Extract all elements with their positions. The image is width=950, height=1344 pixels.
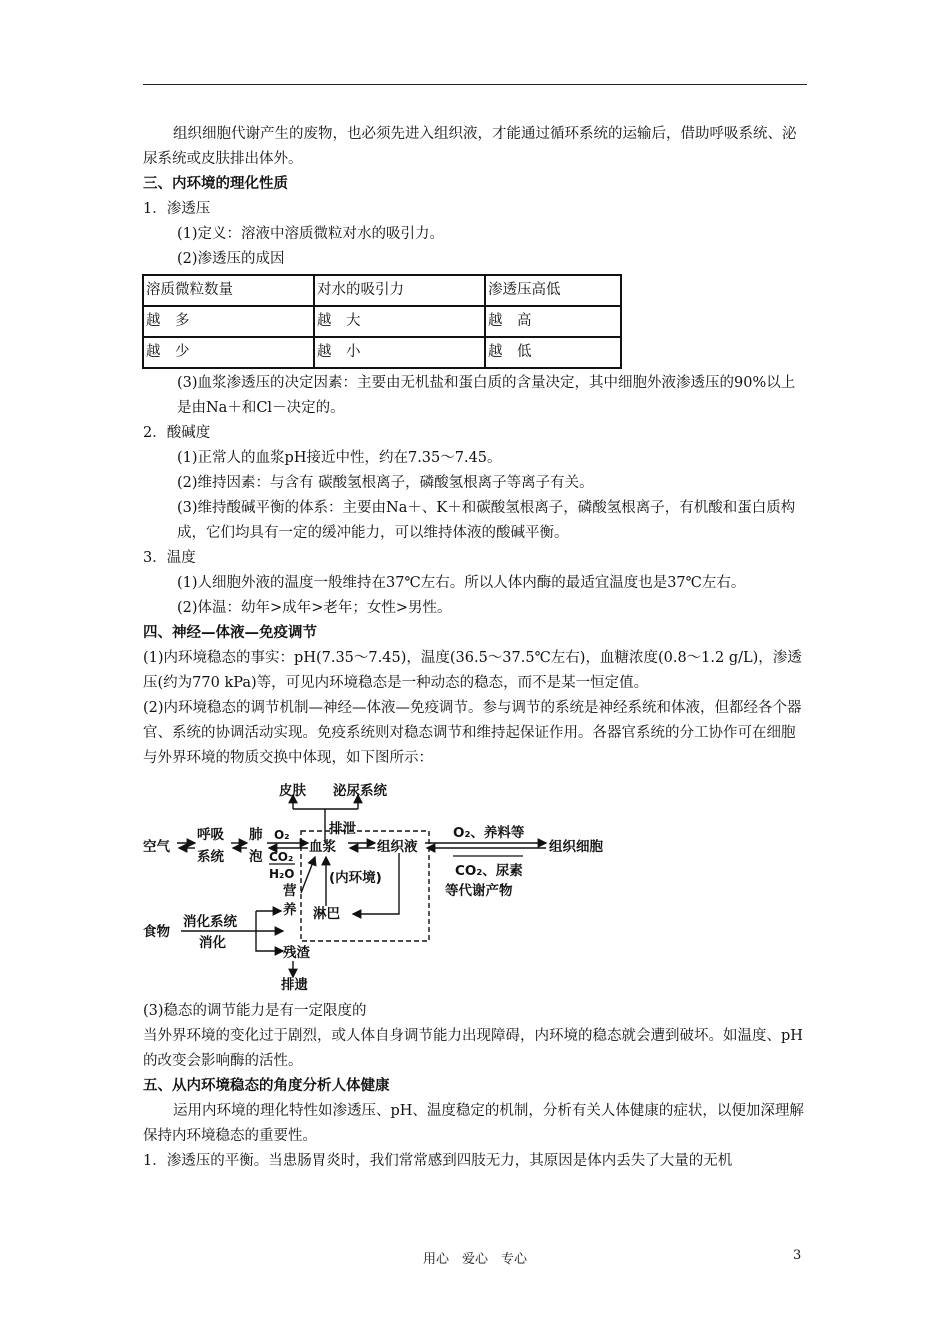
table-cell: 越 高 <box>485 306 621 337</box>
table-cell: 越 低 <box>485 337 621 368</box>
subheading-osmotic: 1．渗透压 <box>143 201 211 217</box>
diagram-label-food: 食物 <box>143 924 170 940</box>
diagram-label-resp2: 系统 <box>197 849 224 865</box>
diagram-label-digestive-system: 消化系统 <box>183 914 237 930</box>
diagram-label-o2-nutrients: O₂、养料等 <box>453 825 525 841</box>
diagram-label-lymph: 淋巴 <box>313 906 340 922</box>
page-number: 3 <box>793 1248 802 1263</box>
table-header-row <box>143 275 621 306</box>
diagram-label-excrete: 排泄 <box>329 821 356 837</box>
osmotic-cause: (2)渗透压的成因 <box>177 251 285 267</box>
diagram-label-residue: 残渣 <box>283 945 310 961</box>
to-residue-arrow <box>256 931 283 951</box>
ph-buffer-system: (3)维持酸碱平衡的体系：主要由Na＋、K＋和碳酸氢根离子，磷酸氢根离子，有机酸和蛋白质构成，它们均具有一定的缓冲能力，可以维持体液的酸碱平衡。 <box>177 500 796 541</box>
diagram-label-egestion: 排遗 <box>281 977 308 991</box>
paragraph-waste: 组织细胞代谢产生的废物，也必须先进入组织液，才能通过循环系统的运输后，借助呼吸系统、泌尿系统或皮肤排出体外。 <box>143 126 797 167</box>
diagram-label-urinary: 泌尿系统 <box>333 783 387 799</box>
diagram-label-lung2: 泡 <box>249 849 263 865</box>
diagram-label-air: 空气 <box>143 839 170 855</box>
diagram-label-tissue-fluid: 组织液 <box>377 839 418 855</box>
section-heading-3: 三、内环境的理化性质 <box>143 176 288 192</box>
diagram-label-nutri2: 养 <box>283 902 297 918</box>
diagram-label-co2-urea: CO₂、尿素 <box>455 863 523 879</box>
diagram-label-digestion: 消化 <box>199 935 226 951</box>
diagram-label-metabolites: 等代谢产物 <box>445 883 513 899</box>
table-cell: 越 多 <box>143 306 314 337</box>
diagram-label-plasma: 血浆 <box>309 839 336 855</box>
section-heading-5: 五、从内环境稳态的角度分析人体健康 <box>143 1078 390 1094</box>
temperature-comparison: (2)体温：幼年>成年>老年；女性>男性。 <box>177 600 452 616</box>
diagram-svg <box>143 781 623 991</box>
plasma-osmotic-factors: (3)血浆渗透压的决定因素：主要由无机盐和蛋白质的含量决定，其中细胞外液渗透压的90%以上是由Na＋和Cl－决定的。 <box>177 375 796 416</box>
table-header-cell: 渗透压高低 <box>485 275 621 306</box>
section-heading-4: 四、神经—体液—免疫调节 <box>143 625 317 641</box>
table-row <box>143 337 621 368</box>
diagram-label-o2: O₂ <box>274 828 290 842</box>
subheading-temperature: 3．温度 <box>143 550 196 566</box>
diagram-label-skin: 皮肤 <box>279 783 306 799</box>
table-row <box>143 306 621 337</box>
diagram-label-co2: CO₂ <box>269 850 294 864</box>
ph-normal: (1)正常人的血浆pH接近中性，约在7.35～7.45。 <box>177 450 502 466</box>
regulation-limit: (3)稳态的调节能力是有一定限度的 <box>143 1003 367 1019</box>
internal-environment-diagram <box>143 781 623 991</box>
homeostasis-facts: (1)内环境稳态的事实：pH(7.35～7.45)，温度(36.5～37.5℃左右)，血糖浓度(0.8～1.2 g/L)，渗透压(约为770 kPa)等，可见内环境稳态是一种动态的稳态，而不是某一恒定值。 <box>143 650 802 691</box>
page-content <box>143 122 809 1174</box>
health-analysis: 运用内环境的理化特性如渗透压、pH、温度稳定的机制，分析有关人体健康的症状，以便加深理解保持内环境稳态的重要性。 <box>143 1103 804 1144</box>
footer-motto: 用心 爱心 专心 <box>422 1252 527 1267</box>
table-cell: 越 大 <box>314 306 485 337</box>
regulation-mechanism: (2)内环境稳态的调节机制—神经—体液—免疫调节。参与调节的系统是神经系统和体液，但都经各个器官、系统的协调活动实现。免疫系统则对稳态调节和维持起保证作用。各器官系统的分工协作可在细胞与外界环境的物质交换中体现，如下图所示： <box>143 700 802 766</box>
diagram-label-tissue-cell: 组织细胞 <box>549 839 603 855</box>
subheading-ph: 2．酸碱度 <box>143 425 211 441</box>
table-cell: 越 少 <box>143 337 314 368</box>
table-header-cell: 对水的吸引力 <box>314 275 485 306</box>
osmotic-definition: (1)定义：溶液中溶质微粒对水的吸引力。 <box>177 226 445 242</box>
diagram-label-internal-env: (内环境) <box>329 870 382 886</box>
homeostasis-disruption: 当外界环境的变化过于剧烈，或人体自身调节能力出现障碍，内环境的稳态就会遭到破坏。如温度、pH的改变会影响酶的活性。 <box>143 1028 803 1069</box>
diagram-label-h2o: H₂O <box>269 867 295 881</box>
table-cell: 越 小 <box>314 337 485 368</box>
osmotic-table <box>142 274 622 369</box>
osmotic-balance: 1．渗透压的平衡。当患肠胃炎时，我们常常感到四肢无力，其原因是体内丢失了大量的无机 <box>143 1153 733 1169</box>
temperature-normal: (1)人细胞外液的温度一般维持在37℃左右。所以人体内酶的最适宜温度也是37℃左右。 <box>177 575 746 591</box>
diagram-label-resp1: 呼吸 <box>197 827 224 843</box>
table-header-cell: 溶质微粒数量 <box>143 275 314 306</box>
header-rule <box>143 84 807 85</box>
diagram-label-lung1: 肺 <box>249 827 263 843</box>
ph-factors: (2)维持因素：与含有 碳酸氢根离子，磷酸氢根离子等离子有关。 <box>177 475 594 491</box>
diagram-label-nutri1: 营 <box>283 883 297 899</box>
nutrient-plasma-arrow <box>301 857 315 893</box>
